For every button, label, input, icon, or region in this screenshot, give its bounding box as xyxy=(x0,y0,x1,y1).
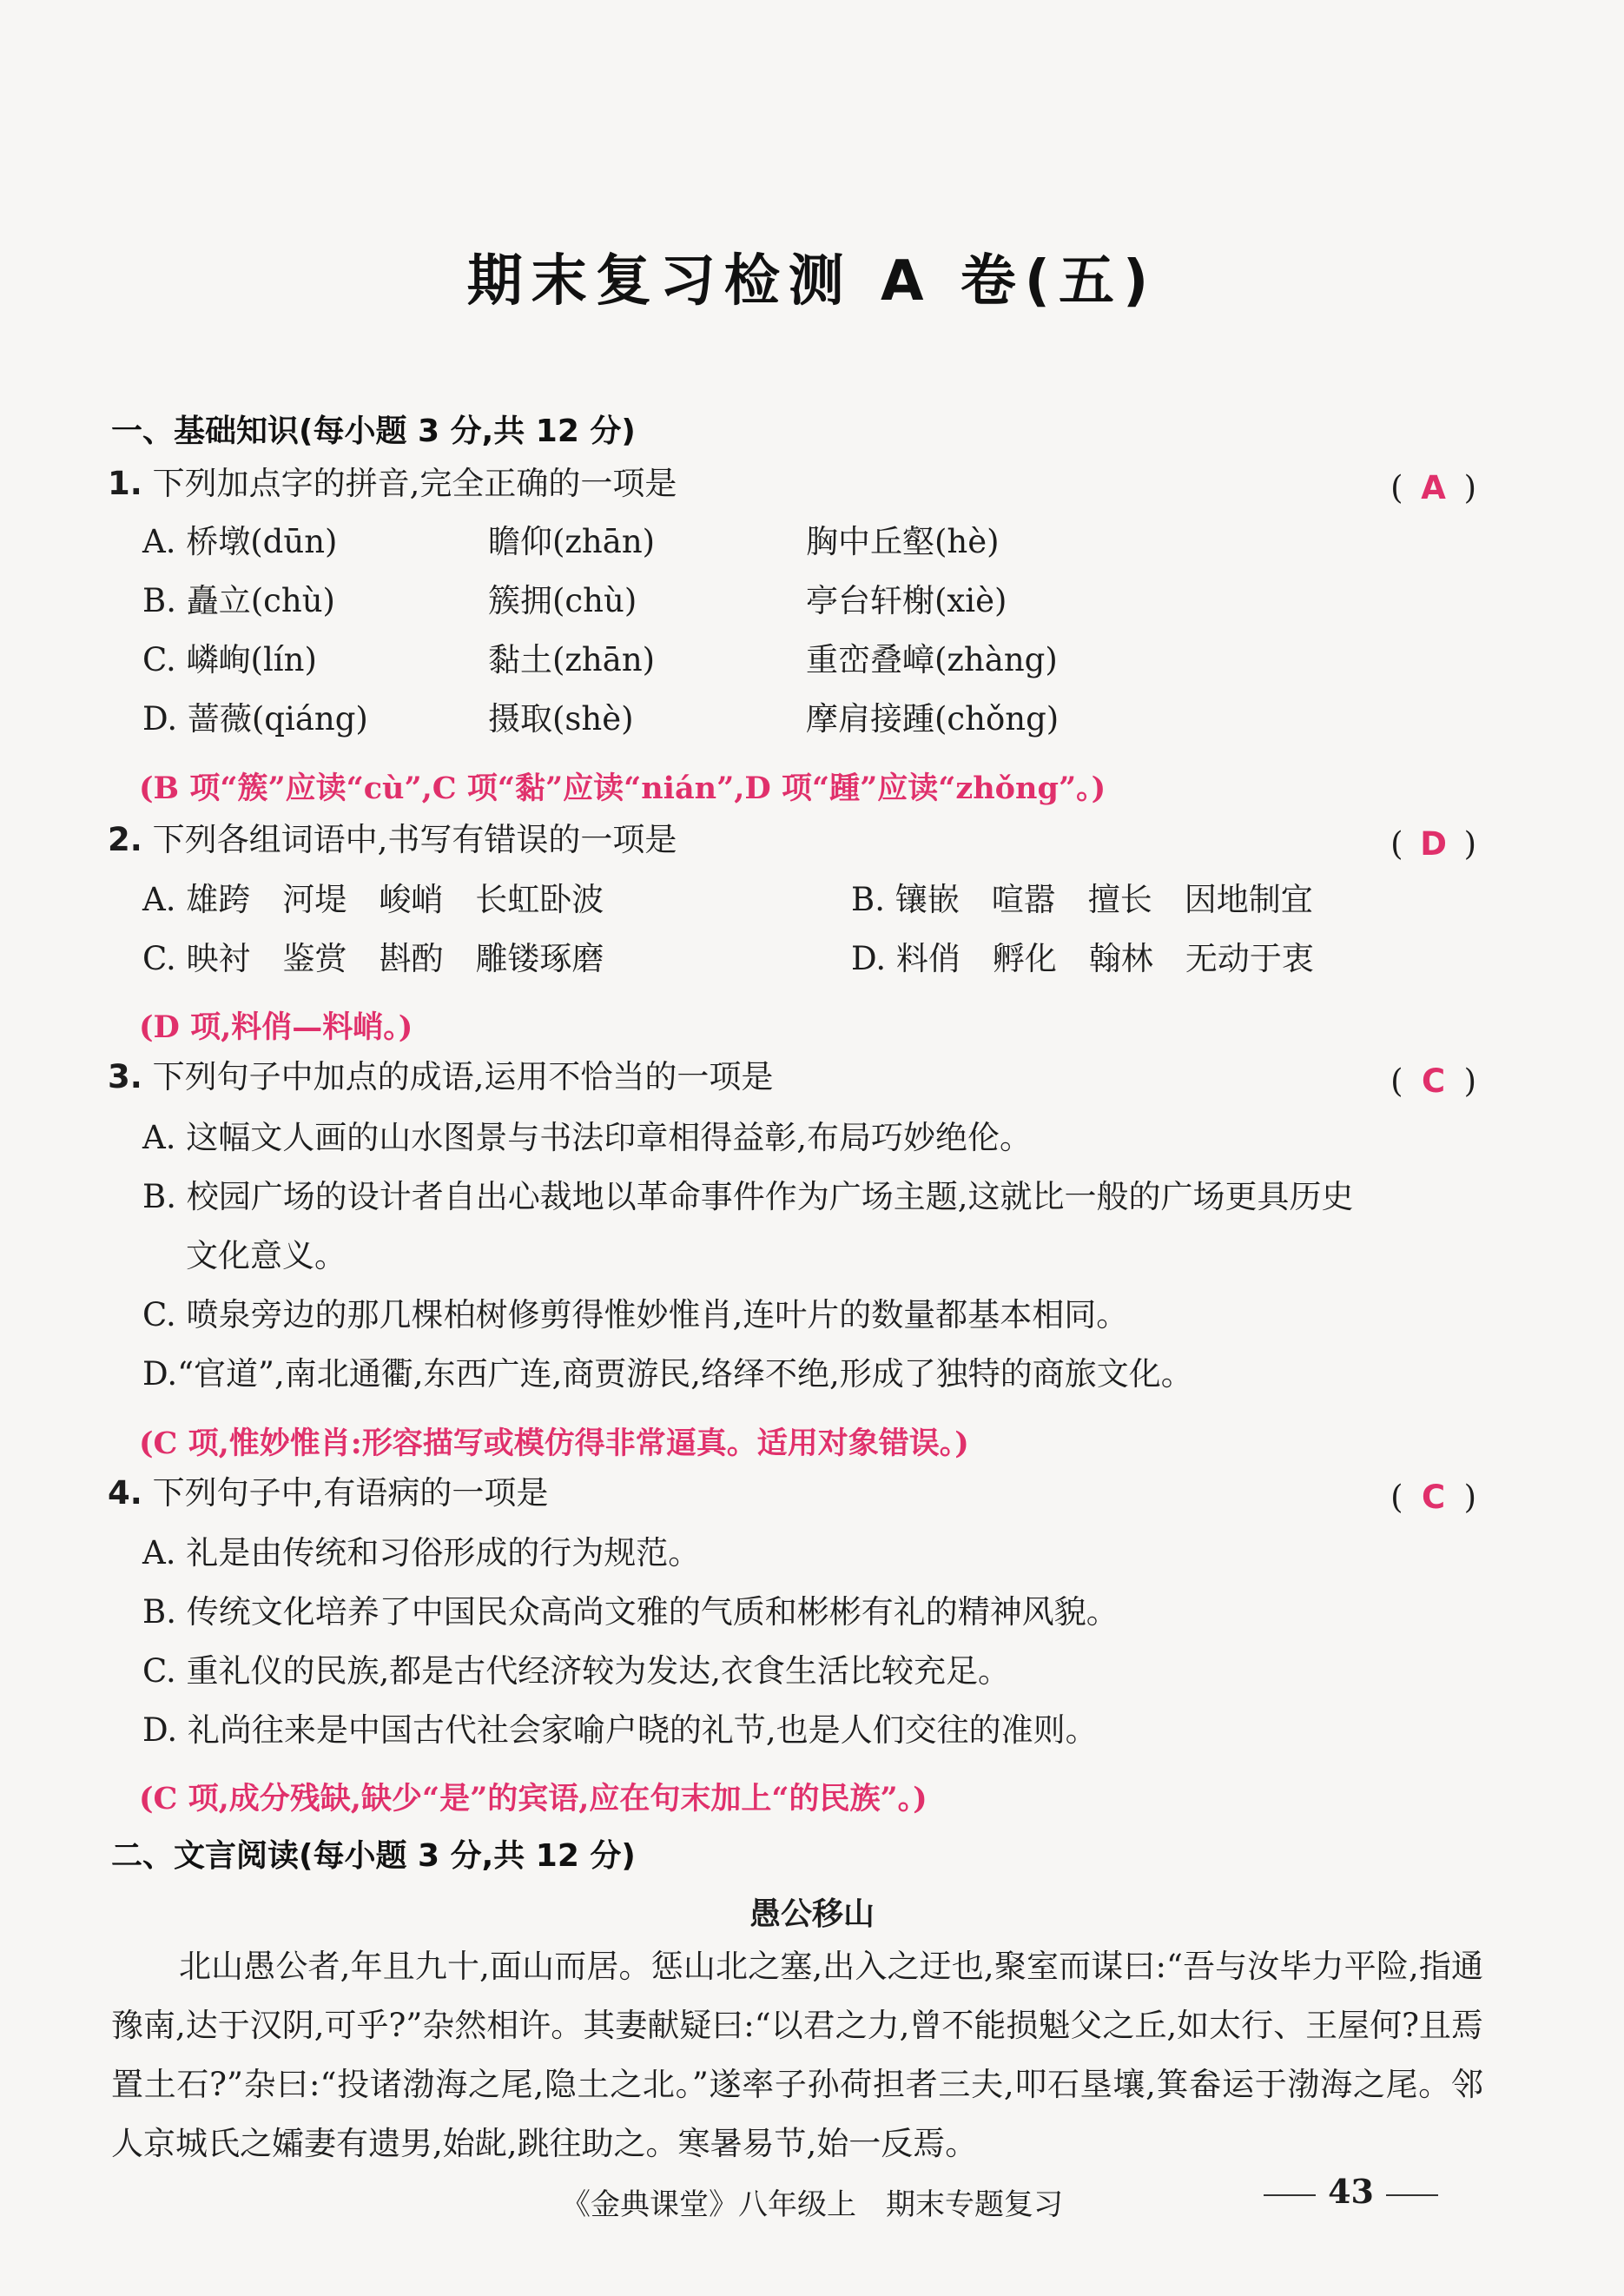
answer-box-3: ( C ) xyxy=(1390,1062,1476,1100)
dash-left xyxy=(1264,2194,1316,2196)
question-stem: 下列句子中,有语病的一项是 xyxy=(152,1474,549,1512)
q4-option-b: B. 传统文化培养了中国民众高尚文雅的气质和彬彬有礼的精神风貌。 xyxy=(142,1593,1119,1631)
q4-option-d: D. 礼尚往来是中国古代社会家喻户晓的礼节,也是人们交往的准则。 xyxy=(142,1711,1098,1749)
footer-title: 《金典课堂》八年级上 期末专题复习 xyxy=(561,2187,1063,2222)
question-number: 3. xyxy=(108,1058,142,1095)
passage-title: 愚公移山 xyxy=(749,1896,875,1932)
question-stem: 下列各组词语中,书写有错误的一项是 xyxy=(152,821,677,858)
answer-note-1: (B 项“簇”应读“cù”,C 项“黏”应读“nián”,D 项“踵”应读“zhǒng”。) xyxy=(139,771,1106,806)
answer-letter: C xyxy=(1421,1479,1446,1516)
q1-option-d3: 摩肩接踵(chǒng) xyxy=(806,700,1060,738)
question-stem: 下列加点字的拼音,完全正确的一项是 xyxy=(152,465,677,502)
dash-right xyxy=(1386,2194,1438,2196)
section-heading-basic: 一、基础知识(每小题 3 分,共 12 分) xyxy=(111,414,636,449)
q2-option-d: D. 料俏 孵化 翰林 无动于衷 xyxy=(851,940,1314,977)
q3-option-b: B. 校园广场的设计者自出心裁地以革命事件作为广场主题,这就比一般的广场更具历史 xyxy=(142,1178,1354,1215)
q1-option-a3: 胸中丘壑(hè) xyxy=(806,523,1000,560)
passage-text: 北山愚公者,年且九十,面山而居。惩山北之塞,出入之迂也,聚室而谋曰:“吾与汝毕力平险,指通豫南,达于汉阴,可乎?”杂然相许。其妻献疑曰:“以君之力,曾不能损魁父之丘,如太行、王屋何?且焉置土石?”杂曰:“投诸渤海之尾,隐土之北。”遂率子孙荷担者三夫,叩石垦壤,箕畚运于渤海之尾。邻人京城氏之孀妻有遗男,始龀,跳往助之。寒暑易节,始一反焉。 xyxy=(111,1948,1484,2162)
question-stem: 下列句子中加点的成语,运用不恰当的一项是 xyxy=(152,1058,774,1095)
question-number: 1. xyxy=(108,465,142,502)
answer-note-4: (C 项,成分残缺,缺少“是”的宾语,应在句末加上“的民族”。) xyxy=(139,1781,928,1816)
q4-option-a: A. 礼是由传统和习俗形成的行为规范。 xyxy=(142,1534,701,1571)
answer-box-4: ( C ) xyxy=(1390,1479,1476,1516)
q1-option-a2: 瞻仰(zhān) xyxy=(488,523,656,560)
q1-option-c1: C. 嶙峋(lín) xyxy=(142,641,317,678)
answer-note-2: (D 项,料俏—料峭。) xyxy=(139,1009,413,1045)
question-3 xyxy=(108,1058,1480,1096)
q3-option-c: C. 喷泉旁边的那几棵柏树修剪得惟妙惟肖,连叶片的数量都基本相同。 xyxy=(142,1296,1129,1333)
answer-letter: C xyxy=(1421,1062,1446,1100)
q1-option-b1: B. 矗立(chù) xyxy=(142,582,335,619)
page-number-value: 43 xyxy=(1328,2172,1374,2211)
q4-option-c: C. 重礼仪的民族,都是古代经济较为发达,衣食生活比较充足。 xyxy=(142,1652,1011,1690)
q3-option-a: A. 这幅文人画的山水图景与书法印章相得益彰,布局巧妙绝伦。 xyxy=(142,1119,1033,1156)
q1-option-b3: 亭台轩榭(xiè) xyxy=(806,582,1007,619)
answer-box-2: ( D ) xyxy=(1390,825,1476,863)
question-number: 2. xyxy=(108,821,142,858)
q3-option-d: D.“官道”,南北通衢,东西广连,商贾游民,络绎不绝,形成了独特的商旅文化。 xyxy=(142,1355,1193,1393)
answer-box-1: ( A ) xyxy=(1390,469,1476,506)
q1-option-d2: 摄取(shè) xyxy=(488,700,634,738)
section-heading-classical: 二、文言阅读(每小题 3 分,共 12 分) xyxy=(111,1838,636,1874)
q1-option-c2: 黏土(zhān) xyxy=(488,641,656,678)
q2-option-a: A. 雄跨 河堤 峻峭 长虹卧波 xyxy=(142,881,604,918)
q2-option-b: B. 镶嵌 喧嚣 擅长 因地制宜 xyxy=(851,881,1313,918)
q1-option-b2: 簇拥(chù) xyxy=(488,582,637,619)
question-1 xyxy=(108,465,1480,503)
question-4 xyxy=(108,1474,1480,1512)
q2-option-c: C. 映衬 鉴赏 斟酌 雕镂琢磨 xyxy=(142,940,604,977)
q1-option-a1: A. 桥墩(dūn) xyxy=(142,523,338,560)
q1-option-d1: D. 蔷薇(qiáng) xyxy=(142,700,368,738)
page-number xyxy=(1251,2172,1450,2211)
page-title: 期末复习检测 A 卷(五) xyxy=(466,249,1158,314)
question-number: 4. xyxy=(108,1474,142,1512)
answer-letter: A xyxy=(1421,469,1446,506)
q1-option-c3: 重峦叠嶂(zhàng) xyxy=(806,641,1058,678)
question-2 xyxy=(108,821,1480,859)
answer-note-3: (C 项,惟妙惟肖:形容描写或模仿得非常逼真。适用对象错误。) xyxy=(139,1426,969,1461)
answer-letter: D xyxy=(1420,825,1447,863)
q3-option-b-cont: 文化意义。 xyxy=(186,1237,347,1274)
